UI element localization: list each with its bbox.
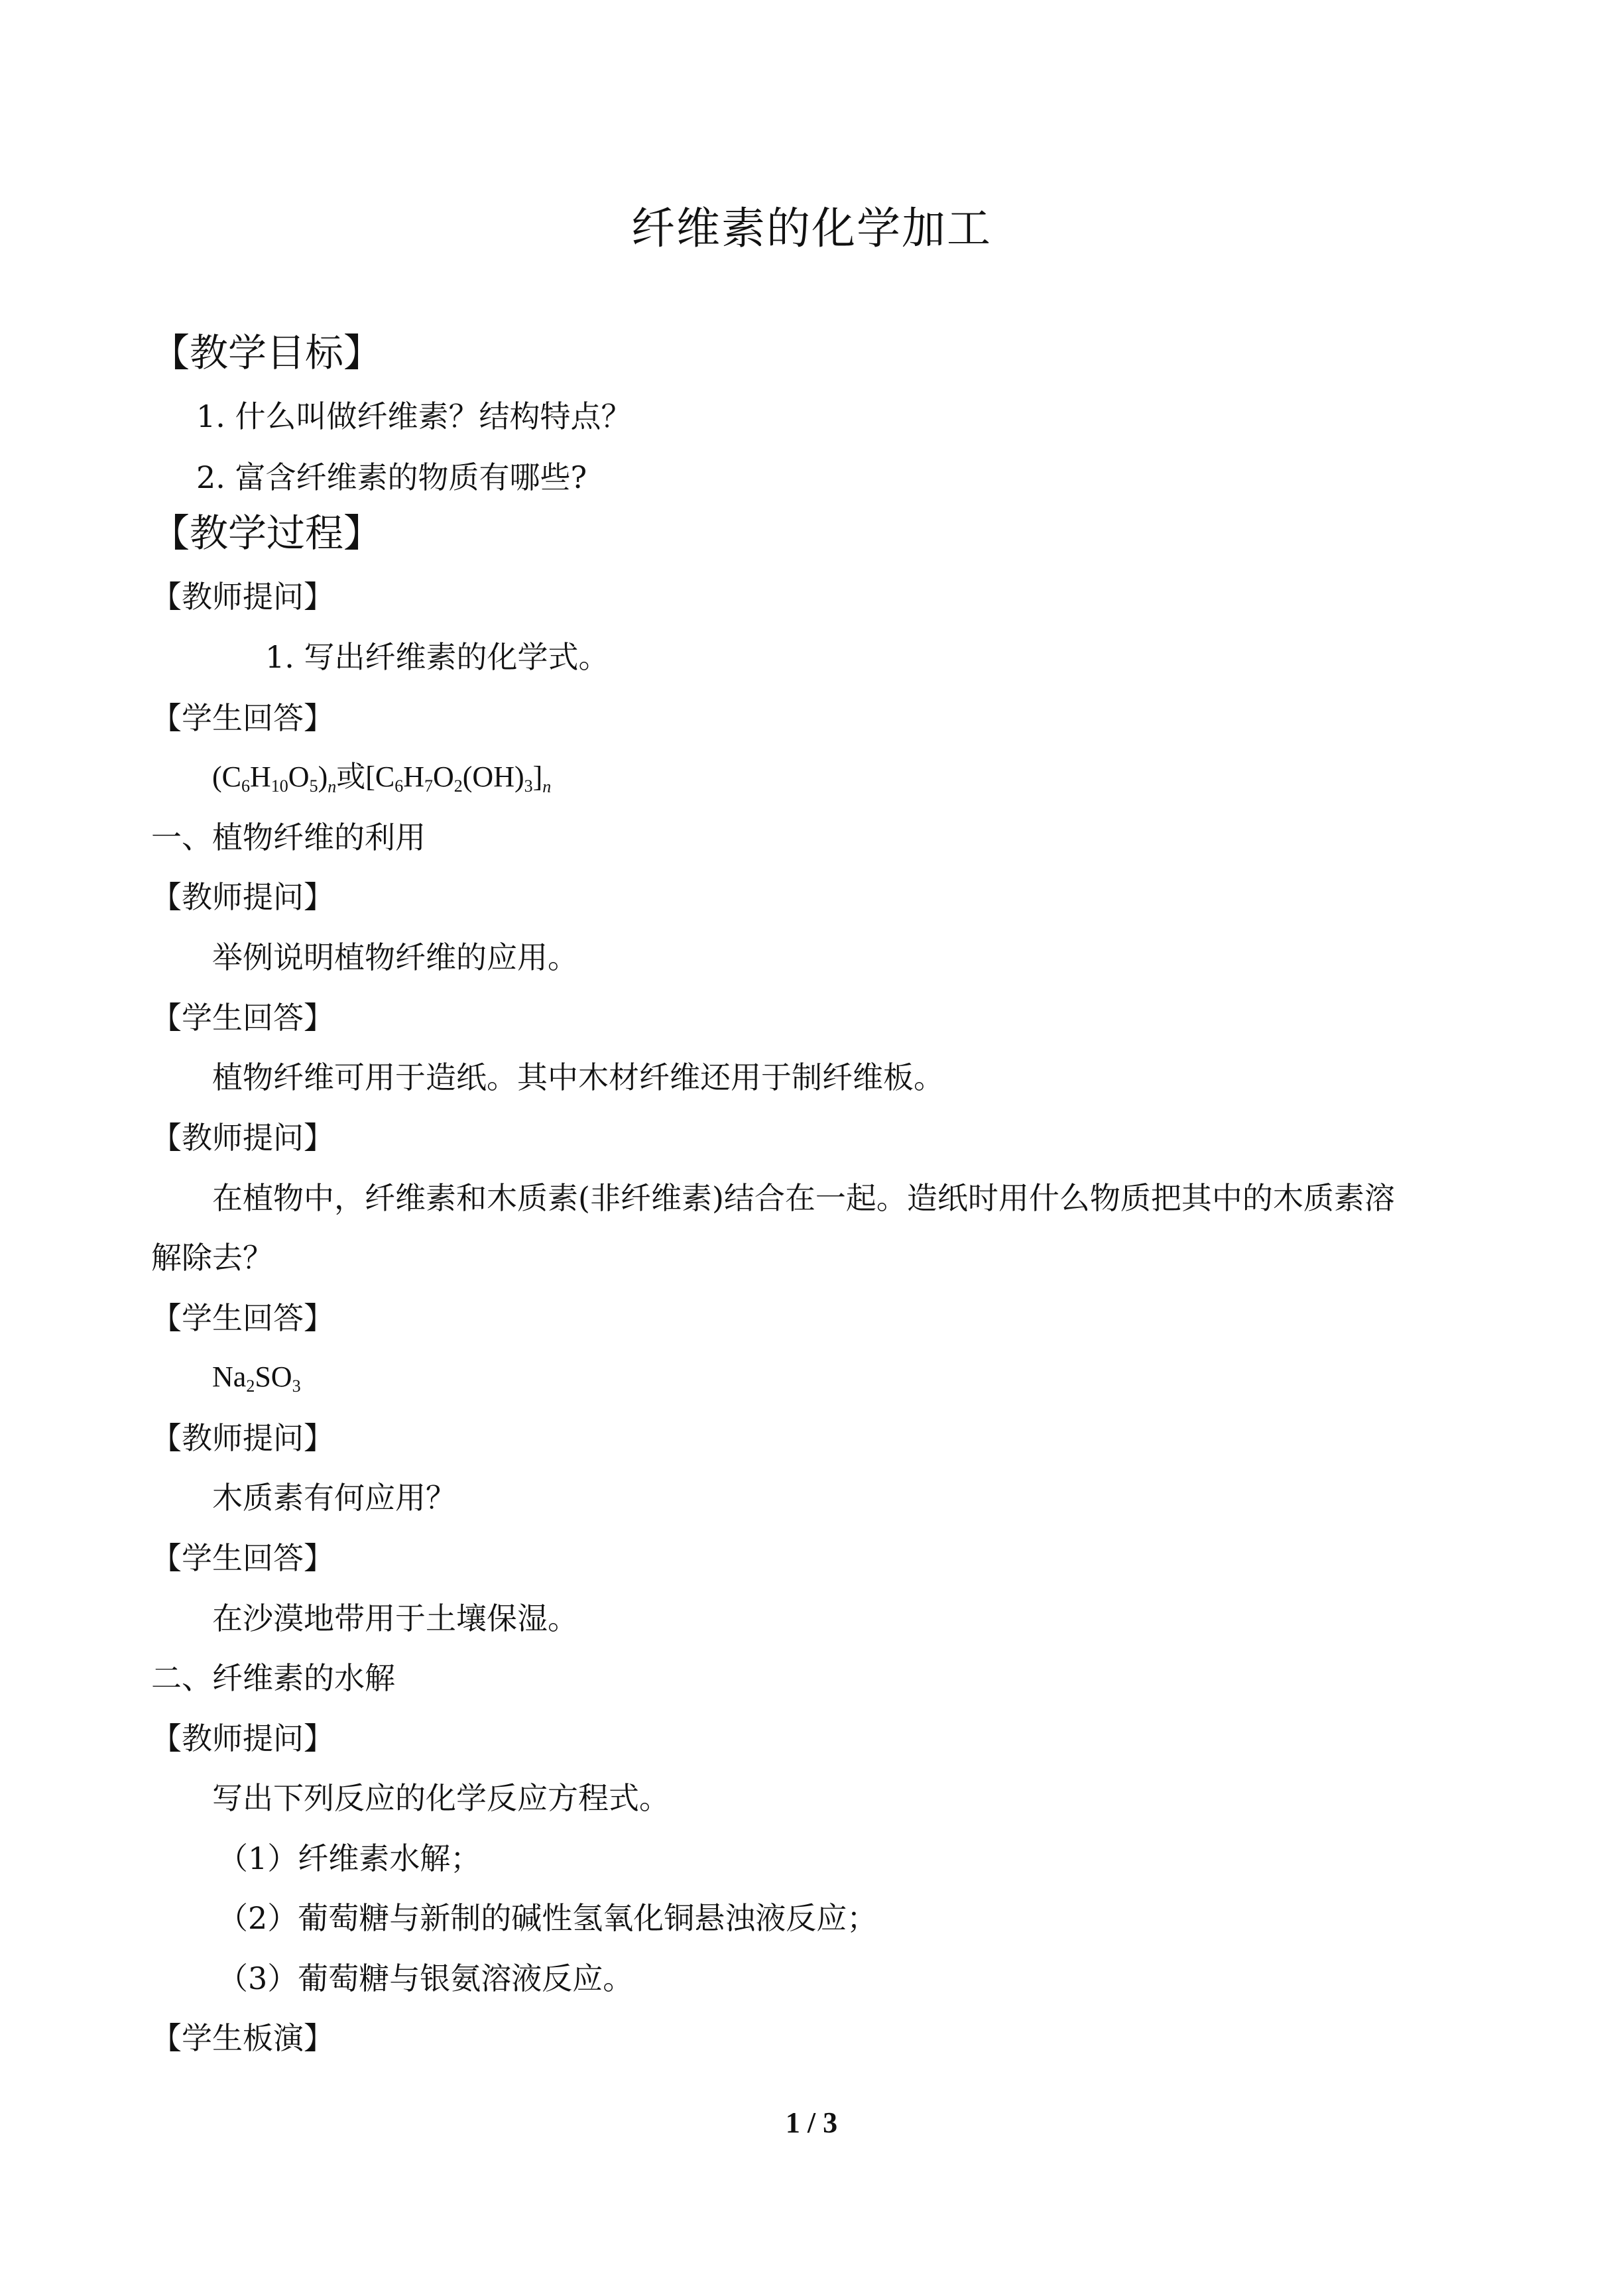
question-text: 举例说明植物纤维的应用。 [212,939,578,975]
teacher-question-label: 【教师提问】 [151,1420,334,1456]
page-number: 1 / 3 [785,2106,838,2139]
teacher-question-label: 【教师提问】 [151,579,334,615]
student-answer-label: 【学生回答】 [151,1000,334,1036]
student-answer-label: 【学生回答】 [151,1300,334,1336]
reaction-item: （3）葡萄糖与银氨溶液反应。 [217,1961,634,1996]
teacher-question-label: 【教师提问】 [151,1120,334,1156]
section-heading: 一、植物纤维的利用 [151,819,426,855]
section-heading: 二、纤维素的水解 [151,1660,395,1696]
process-heading: 【教学过程】 [151,511,383,556]
answer-text: 植物纤维可用于造纸。其中木材纤维还用于制纤维板。 [212,1059,944,1095]
cellulose-formula: $(C6H10O5)_n$或$[C6H7O2(OH)3]_n$ [212,760,552,797]
question-text-continued: 解除去？ [151,1240,273,1276]
objective-item: 2. 富含纤维素的物质有哪些? [196,459,587,495]
student-answer-label: 【学生回答】 [151,1540,334,1576]
page-title: 纤维素的化学加工 [631,203,992,254]
student-board-label: 【学生板演】 [151,2020,334,2056]
student-answer-label: 【学生回答】 [151,700,334,736]
teacher-question-label: 【教师提问】 [151,879,334,915]
sodium-sulfite-formula: Na2SO3 [212,1360,301,1396]
reaction-item: （2）葡萄糖与新制的碱性氢氧化铜悬浊液反应； [217,1900,878,1936]
objectives-heading: 【教学目标】 [151,330,383,375]
question-text: 在植物中，纤维素和木质素(非纤维素)结合在一起。造纸时用什么物质把其中的木质素溶 [212,1180,1395,1216]
reaction-item: （1）纤维素水解； [217,1841,481,1876]
answer-text: 在沙漠地带用于土壤保湿。 [212,1601,578,1636]
teacher-question-label: 【教师提问】 [151,1721,334,1756]
question-text: 1. 写出纤维素的化学式。 [265,639,609,675]
question-text: 写出下列反应的化学反应方程式。 [212,1780,670,1816]
objective-item: 1. 什么叫做纤维素？结构特点？ [196,398,632,434]
question-text: 木质素有何应用？ [212,1480,456,1516]
